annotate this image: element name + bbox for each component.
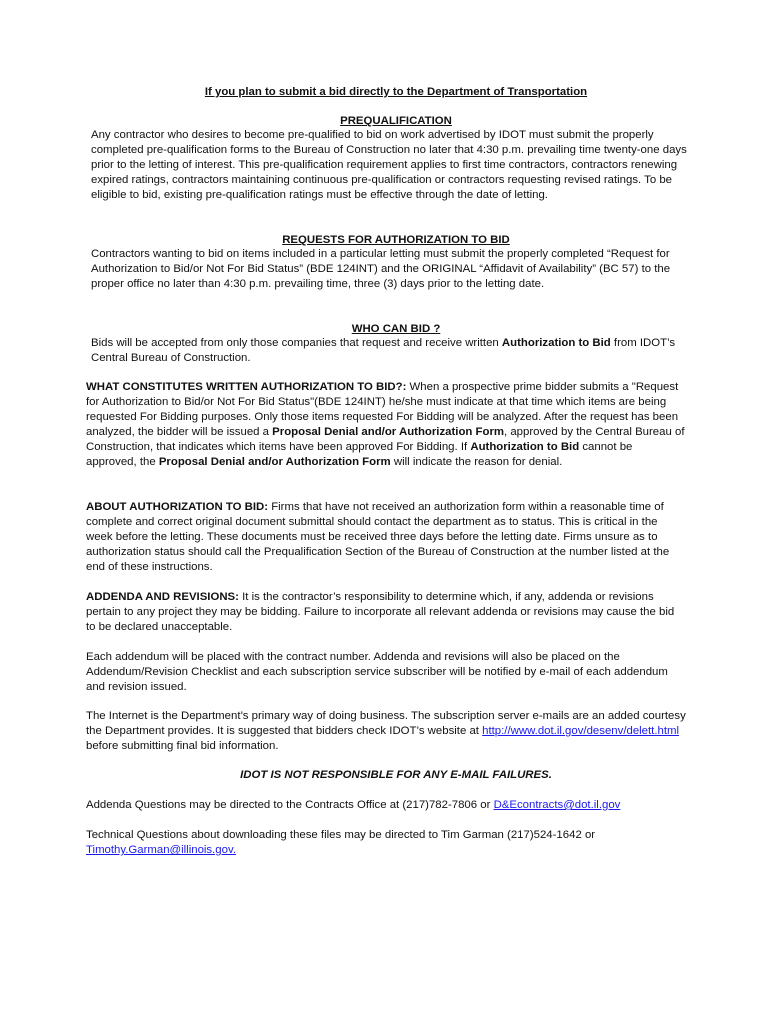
internet-text-b: before submitting final bid information. xyxy=(86,740,279,753)
about-authorization-paragraph xyxy=(86,500,686,575)
prequalification-heading: PREQUALIFICATION xyxy=(340,115,452,127)
what-bold-3: Proposal Denial and/or Authorization Form xyxy=(158,456,391,469)
garman-email-link[interactable]: Timothy.Garman@illinois.gov. xyxy=(86,844,236,857)
what-text-4: will indicate the reason for denial. xyxy=(390,456,563,469)
who-text-b: from IDOT’s Central Bureau of Construction. xyxy=(91,337,676,365)
what-bold-1: Proposal Denial and/or Authorization Form xyxy=(272,426,505,439)
about-label: ABOUT AUTHORIZATION TO BID: xyxy=(86,501,269,513)
technical-questions-text: Technical Questions about downloading these files may be directed to Tim Garman (217)524-1642 or xyxy=(86,829,596,841)
internet-paragraph xyxy=(86,709,686,754)
what-label: WHAT CONSTITUTES WRITTEN AUTHORIZATION TO BID?: xyxy=(86,381,407,393)
contracts-email-link[interactable]: D&Econtracts@dot.il.gov xyxy=(493,799,621,811)
about-text: Firms that have not received an authorization form within a reasonable time of complete and correct original document submittal should contact the department as to status. This is critical in the week before the letting. These documents must be received three days before the letting date. Firms unsure as to authorization status should call the Prequalification Section of the Bureau of Construction at the number listed at the end of these instructions. xyxy=(86,501,670,574)
what-bold-2: Authorization to Bid xyxy=(470,441,580,454)
who-can-bid-heading: WHO CAN BID ? xyxy=(351,323,441,335)
addenda-revisions-paragraph xyxy=(86,590,686,635)
who-bold-authorization: Authorization to Bid xyxy=(501,337,611,349)
requests-heading: REQUESTS FOR AUTHORIZATION TO BID xyxy=(282,234,510,246)
what-constitutes-paragraph xyxy=(86,380,686,471)
what-text-2: , approved by the Central Bureau of Construction, that indicates which items have been approved For Bidding. If xyxy=(86,426,685,454)
what-text-1: When a prospective prime bidder submits a "Request for Authorization to Bid/or Not For Bid Status"(BDE 124INT) he/she must indicate at that time which items are being requested For Bidding purposes. Only those items requested For Bidding will be analyzed. After the request has been analyzed, the bidder will be issued a xyxy=(86,381,679,439)
who-can-bid-paragraph xyxy=(91,336,701,366)
addenda-questions-paragraph xyxy=(86,798,686,813)
prequalification-paragraph: Any contractor who desires to become pre-qualified to bid on work advertised by IDOT must submit the properly completed pre-qualification forms to the Bureau of Construction no later that 4:30 p.m. prevailing time twenty-one days prior to the letting of interest. This pre-qualification requirement applies to first time contractors, contractors renewing expired ratings, contractors maintaining continuous pre-qualification or contractors requesting revised ratings. To be eligible to bid, existing pre-qualification ratings must be effective through the date of letting. xyxy=(91,129,687,202)
each-addendum-paragraph: Each addendum will be placed with the contract number. Addenda and revisions will also be placed on the Addendum/Revision Checklist and each subscription service subscriber will be notified by e-mail of each addendum and revision issued. xyxy=(86,651,668,694)
internet-text-a: The Internet is the Department’s primary way of doing business. The subscription server e-mails are an added courtesy the Department provides. It is suggested that bidders check IDOT’s website at xyxy=(86,710,686,738)
email-failure-disclaimer: IDOT IS NOT RESPONSIBLE FOR ANY E-MAIL FAILURES. xyxy=(240,769,552,781)
who-text-a: Bids will be accepted from only those companies that request and receive written xyxy=(91,337,502,349)
what-text-3: cannot be approved, the xyxy=(86,441,633,469)
requests-paragraph: Contractors wanting to bid on items included in a particular letting must submit the properly completed “Request for Authorization to Bid/or Not For Bid Status” (BDE 124INT) and the ORIGINAL “Affidavit of Availability” (BC 57) to the proper office no later than 4:30 p.m. prevailing time, three (3) days prior to the letting date. xyxy=(91,248,671,291)
delett-link[interactable]: http://www.dot.il.gov/desenv/delett.html xyxy=(482,725,680,738)
page-title: If you plan to submit a bid directly to the Department of Transportation xyxy=(204,86,588,98)
addenda-questions-text: Addenda Questions may be directed to the Contracts Office at (217)782-7806 or xyxy=(86,799,494,811)
technical-questions-paragraph xyxy=(86,828,686,858)
addenda-text: It is the contractor’s responsibility to determine which, if any, addenda or revisions pertain to any project they may be bidding. Failure to incorporate all relevant addenda or revisions may cause the bid to be declared unacceptable. xyxy=(86,591,675,634)
addenda-label: ADDENDA AND REVISIONS: xyxy=(86,591,239,603)
